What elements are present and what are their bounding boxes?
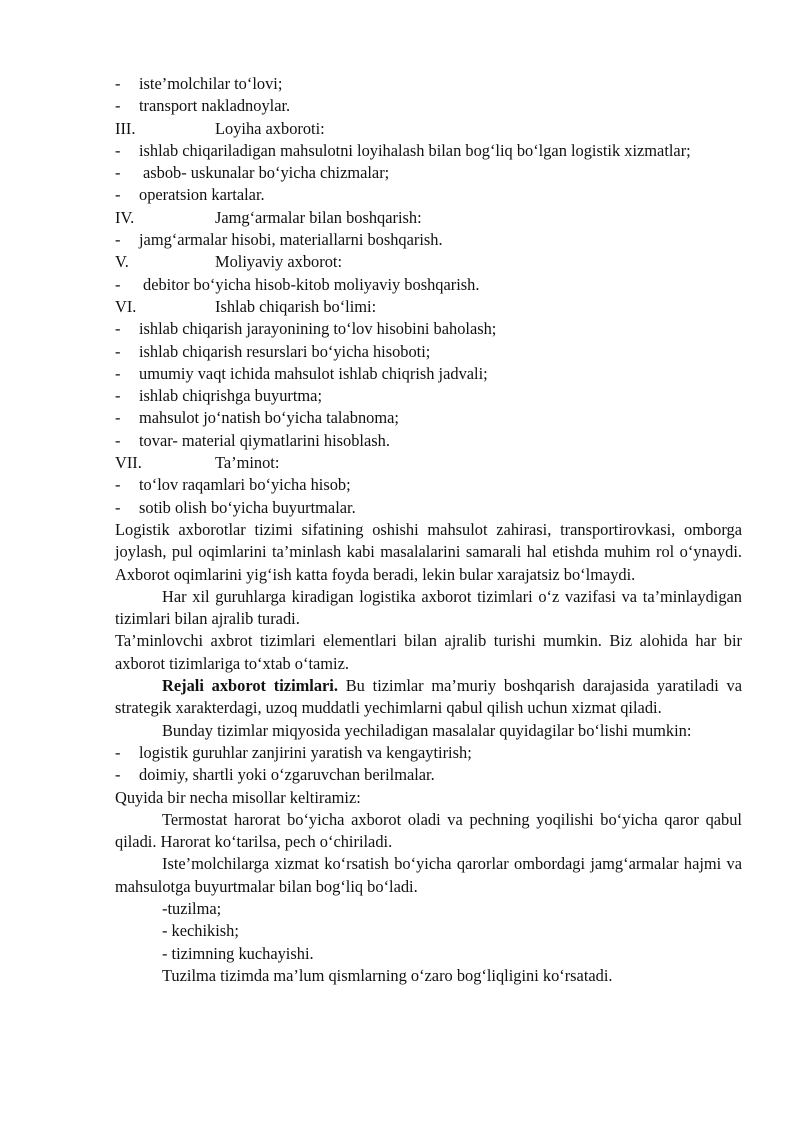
list-item: - ishlab chiqarish jarayonining to‘lov hisobini baholash; <box>115 319 497 339</box>
list-item: - debitor bo‘yicha hisob-kitob moliyaviy boshqarish. <box>115 274 480 294</box>
paragraph: Har xil guruhlarga kiradigan logistika axborot tizimlari o‘z vazifasi va ta’minlaydigan tizimlari bilan ajralib turadi. <box>115 586 742 629</box>
section-heading: III. Loyiha axboroti: <box>115 118 325 138</box>
list-item: - mahsulot jo‘natish bo‘yicha talabnoma; <box>115 408 399 428</box>
list-item: - transport nakladnoylar. <box>115 96 291 116</box>
section-heading: IV. Jamg‘armalar bilan boshqarish: <box>115 207 422 227</box>
list-item: - tovar- material qiymatlarini hisoblash. <box>115 430 390 450</box>
paragraph: Bunday tizimlar miqyosida yechiladigan masalalar quyidagilar bo‘lishi mumkin: <box>162 720 692 740</box>
list-item: - asbob- uskunalar bo‘yicha chizmalar; <box>115 163 390 183</box>
paragraph: Iste’molchilarga xizmat ko‘rsatish bo‘yicha qarorlar ombordagi jamg‘armalar hajmi va mahsulotga buyurtmalar bilan bog‘liq bo‘ladi. <box>115 854 742 896</box>
section-heading: V. Moliyaviy axborot: <box>115 252 343 272</box>
list-item: - doimiy, shartli yoki o‘zgaruvchan berilmalar. <box>115 765 435 785</box>
list-item: - ishlab chiqrishga buyurtma; <box>115 386 322 406</box>
paragraph: Rejali axborot tizimlari. Bu tizimlar ma’muriy boshqarish darajasida yaratiladi va strategik xarakterdagi, uzoq muddatli yechimlarni qabul qilish uchun xizmat qiladi. <box>115 676 742 718</box>
paragraph: Logistik axborotlar tizimi sifatining oshishi mahsulot zahirasi, transportirovkasi, omborga joylash, pul oqimlarini ta’minlash kabi masalalarini samarali hal etishda muhim rol o‘ynaydi. Axborot oqimlarini yig‘ish katta foyda beradi, lekin bular xarajatsiz bo‘lmaydi. <box>115 519 742 584</box>
list-item: - umumiy vaqt ichida mahsulot ishlab chiqrish jadvali; <box>115 363 488 383</box>
list-item: - sotib olish bo‘yicha buyurtmalar. <box>115 497 356 517</box>
list-item: - ishlab chiqariladigan mahsulotni loyihalash bilan bog‘liq bo‘lgan logistik xizmatlar; <box>115 140 691 160</box>
list-item: - logistik guruhlar zanjirini yaratish va kengaytirish; <box>115 742 472 762</box>
section-heading: VII. Ta’minot: <box>115 453 280 473</box>
list-item: - kechikish; <box>162 921 239 941</box>
bold-heading: Rejali axborot tizimlari. <box>162 676 338 696</box>
list-item: - operatsion kartalar. <box>115 185 265 205</box>
paragraph: Termostat harorat bo‘yicha axborot oladi va pechning yoqilishi bo‘yicha qaror qabul qiladi. Harorat ko‘tarilsa, pech o‘chiriladi. <box>115 809 742 852</box>
list-item: - ishlab chiqarish resurslari bo‘yicha hisoboti; <box>115 341 431 361</box>
list-item: - tizimning kuchayishi. <box>162 943 314 963</box>
paragraph: Ta’minlovchi axbrot tizimlari elementlari bilan ajralib turishi mumkin. Biz alohida har bir axborot tizimlariga to‘xtab o‘tamiz. <box>115 631 742 673</box>
paragraph: Quyida bir necha misollar keltiramiz: <box>115 787 361 807</box>
document-body <box>115 73 742 987</box>
paragraph: Tuzilma tizimda ma’lum qismlarning o‘zaro bog‘liqligini ko‘rsatadi. <box>162 965 613 985</box>
section-heading: VI. Ishlab chiqarish bo‘limi: <box>115 296 377 316</box>
list-item: - iste’molchilar to‘lovi; <box>115 74 283 93</box>
list-item: - to‘lov raqamlari bo‘yicha hisob; <box>115 475 351 495</box>
list-item: - jamg‘armalar hisobi, materiallarni boshqarish. <box>115 230 443 250</box>
list-item: -tuzilma; <box>162 898 222 918</box>
